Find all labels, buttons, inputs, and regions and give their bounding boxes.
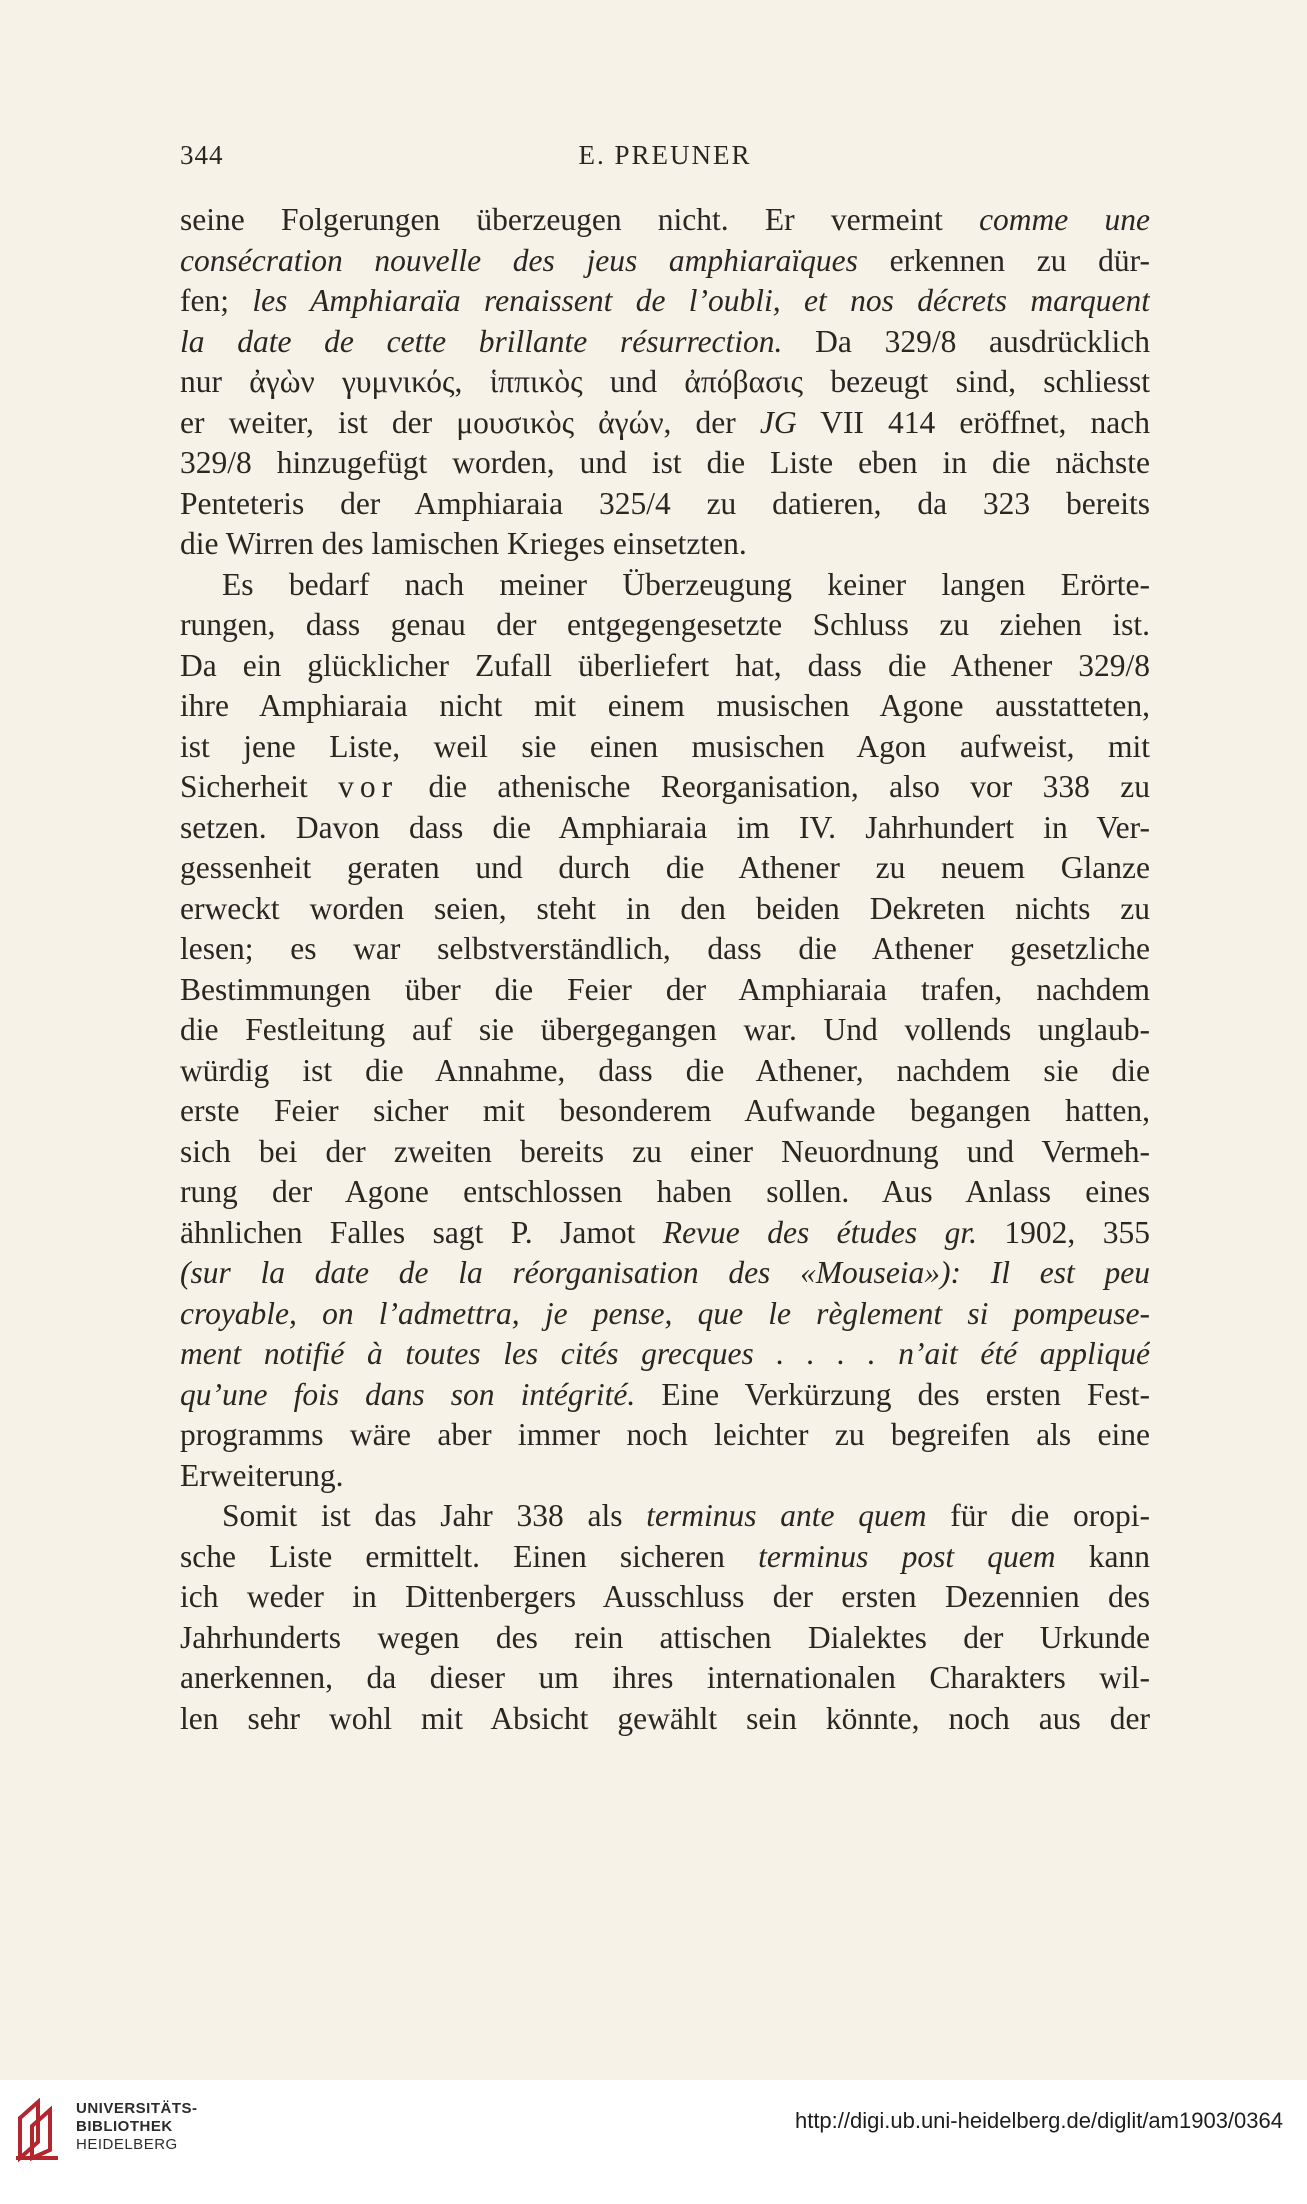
text-run: kann [1055,1538,1150,1574]
text-line [180,281,1150,322]
text-run: erste Feier sicher mit besonderem Aufwande begangen hatten, [180,1093,1150,1128]
text-run: 329/8 hinzugefügt worden, und ist die Liste eben in die nächste [180,445,1150,480]
italic-run: JG [759,404,797,440]
text-run: nur ἀγὼν γυμνικός, ἱππικὸς und ἀπόβασις bezeugt sind, schliesst [180,364,1150,399]
text-line [180,362,1150,403]
text-run: sich bei der zweiten bereits zu einer Neuordnung und Vermeh- [180,1133,1150,1169]
body-text [180,200,1150,1739]
text-run: rung der Agone entschlossen haben sollen. Aus Anlass eines [180,1174,1150,1209]
italic-run: Revue des études gr. [662,1214,977,1250]
text-run: Penteteris der Amphiaraia 325/4 zu datieren, da 323 bereits [180,485,1150,521]
text-run: setzen. Davon dass die Amphiaraia im IV. Jahrhundert in Ver- [180,809,1150,845]
text-line [180,1415,1150,1456]
text-run: die Festleitung auf sie übergegangen war. Und vollends unglaub- [180,1012,1150,1047]
text-run: Eine Verkürzung des ersten Fest- [635,1376,1150,1412]
text-line [180,524,1150,565]
text-run: anerkennen, da dieser um ihres internationalen Charakters wil- [180,1660,1150,1695]
text-line [180,403,1150,444]
text-run: die athenische Reorganisation, also vor 338 zu [398,769,1150,804]
text-run: Somit ist das Jahr 338 als [222,1498,647,1533]
text-run: Sicherheit [180,769,339,804]
source-url-link[interactable]: http://digi.ub.uni-heidelberg.de/diglit/am1903/0364 [794,2108,1283,2133]
text-run: len sehr wohl mit Absicht gewählt sein könnte, noch aus der [180,1700,1150,1736]
text-run: lesen; es war selbstverständlich, dass die Athener gesetzliche [180,931,1150,966]
italic-run: terminus ante quem [646,1498,927,1533]
text-run: Da 329/8 ausdrücklich [782,323,1150,359]
text-run: VII 414 eröffnet, nach [796,404,1150,440]
ub-heidelberg-logo-icon [14,2098,64,2162]
running-title: E. PREUNER [578,140,752,170]
library-footer [0,2080,1307,2204]
text-run: ich weder in Dittenbergers Ausschluss der ersten Dezennien des [180,1579,1150,1614]
text-line [180,929,1150,970]
italic-run: ment notifié à toutes les cités grecques . . . . n’ait été appliqué [180,1336,1150,1371]
text-run: sche Liste ermittelt. Einen sicheren [180,1538,759,1574]
italic-run: (sur la date de la réorganisation des «Mouseia»): Il est peu [180,1255,1150,1290]
page-number: 344 [180,140,224,170]
library-name [76,2100,198,2154]
italic-run: les Amphiaraïa renaissent de l’oubli, et nos décrets marquent [252,283,1150,318]
library-name-line3: HEIDELBERG [76,2136,178,2153]
text-run: gessenheit geraten und durch die Athener zu neuem Glanze [180,850,1150,885]
text-line [180,848,1150,889]
text-line [180,889,1150,930]
text-line [180,1051,1150,1092]
text-line [180,484,1150,525]
italic-run: comme une [979,202,1150,237]
text-run: fen; [180,283,253,318]
text-line [180,1658,1150,1699]
text-run: Jahrhunderts wegen des rein attischen Dialektes der Urkunde [180,1619,1150,1655]
text-run: für die oropi- [926,1498,1150,1533]
text-line [180,1456,1150,1497]
italic-run: la date de cette brillante résurrection. [180,323,783,359]
text-line [180,1577,1150,1618]
text-line [180,686,1150,727]
italic-run: consécration nouvelle des jeus amphiaraïques [180,242,858,278]
text-run: seine Folgerungen überzeugen nicht. Er vermeint [180,202,980,237]
text-run: Da ein glücklicher Zufall überliefert hat, dass die Athener 329/8 [180,647,1150,683]
text-line [180,1334,1150,1375]
text-line [180,1172,1150,1213]
text-line [180,1537,1150,1578]
text-run: Erweiterung. [180,1457,344,1493]
text-line [180,322,1150,363]
text-run: erweckt worden seien, steht in den beiden Dekreten nichts zu [180,890,1150,926]
italic-run: croyable, on l’admettra, je pense, que le règlement si pompeuse- [180,1295,1150,1331]
text-run: ist jene Liste, weil sie einen musischen Agon aufweist, mit [180,728,1150,764]
text-line [180,808,1150,849]
text-run: rungen, dass genau der entgegengesetzte Schluss zu ziehen ist. [180,607,1150,642]
library-name-line2: BIBLIOTHEK [76,2118,173,2135]
text-line [180,1091,1150,1132]
text-line [180,1132,1150,1173]
text-line [180,200,1150,241]
text-line [180,443,1150,484]
library-name-line1: UNIVERSITÄTS- [76,2100,198,2117]
text-run: programms wäre aber immer noch leichter zu begreifen als eine [180,1417,1150,1452]
text-line [180,565,1150,606]
text-line [180,1253,1150,1294]
text-line [180,605,1150,646]
text-run: Bestimmungen über die Feier der Amphiaraia trafen, nachdem [180,971,1150,1007]
text-run: Es bedarf nach meiner Überzeugung keiner langen Erörte- [222,566,1150,602]
text-line [180,1010,1150,1051]
text-line [180,1699,1150,1740]
text-run: erkennen zu dür- [857,242,1150,278]
text-line [180,1375,1150,1416]
italic-run: terminus post quem [758,1538,1056,1574]
italic-run: qu’une fois dans son intégrité. [180,1376,636,1412]
text-line [180,1294,1150,1335]
spaced-run: vor [338,769,399,804]
page-header [180,140,1150,180]
text-line [180,970,1150,1011]
text-run: die Wirren des lamischen Krieges einsetzten. [180,526,747,561]
text-run: würdig ist die Annahme, dass die Athener, nachdem sie die [180,1052,1150,1088]
text-line [180,767,1150,808]
text-line [180,727,1150,768]
text-run: ähnlichen Falles sagt P. Jamot [180,1214,663,1250]
text-line [180,1213,1150,1254]
text-run: er weiter, ist der μουσικὸς ἀγών, der [180,404,760,440]
text-line [180,241,1150,282]
text-line [180,646,1150,687]
text-run: ihre Amphiaraia nicht mit einem musischen Agone ausstatteten, [180,688,1150,723]
text-line [180,1618,1150,1659]
text-run: 1902, 355 [976,1214,1150,1250]
text-line [180,1496,1150,1537]
